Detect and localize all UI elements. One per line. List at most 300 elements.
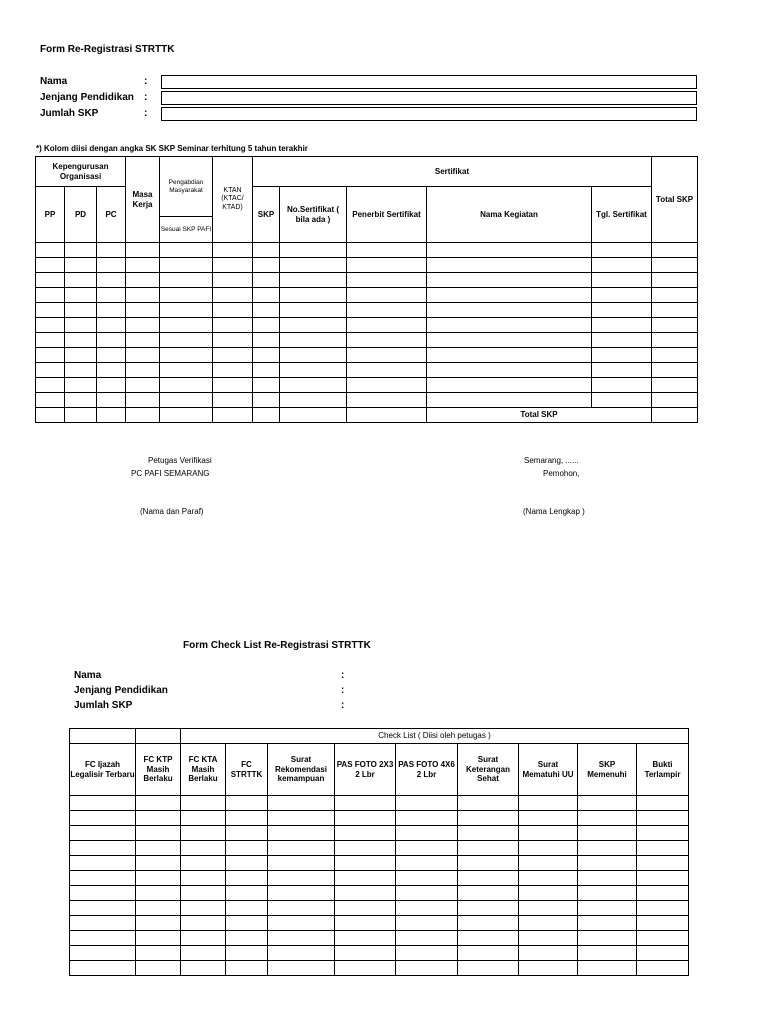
table-cell[interactable] [578,841,637,856]
table-cell[interactable] [181,856,226,871]
table-cell[interactable] [347,378,427,393]
table-cell[interactable] [458,871,519,886]
table-cell[interactable] [458,796,519,811]
table-cell[interactable] [347,318,427,333]
table-cell[interactable] [70,931,136,946]
table-cell[interactable] [280,393,347,408]
table-cell[interactable] [126,363,160,378]
form2-jenjang-colon[interactable]: : [341,685,345,696]
form1-title: Form Re-Registrasi STRTTK [40,44,175,55]
table-cell[interactable] [637,931,689,946]
table-cell[interactable] [36,243,65,258]
table-cell[interactable] [458,901,519,916]
table-cell[interactable] [637,961,689,976]
table-cell[interactable] [427,393,592,408]
table-cell[interactable] [268,856,335,871]
table-cell[interactable] [396,931,458,946]
table-cell[interactable] [160,273,213,288]
table-cell[interactable] [226,871,268,886]
table-cell[interactable] [427,288,592,303]
table-cell[interactable] [519,886,578,901]
table-cell[interactable] [458,856,519,871]
table-cell[interactable] [347,303,427,318]
pd-header: PD [65,187,97,243]
table-cell[interactable] [160,318,213,333]
table-cell[interactable] [136,886,181,901]
table-cell[interactable] [70,796,136,811]
table-cell[interactable] [65,303,97,318]
table-cell[interactable] [268,796,335,811]
table-cell[interactable] [213,288,253,303]
total-skp-header: Total SKP [652,157,698,243]
table-cell[interactable] [592,363,652,378]
no-sertifikat-header: No.Sertifikat ( bila ada ) [280,187,347,243]
table-cell[interactable] [427,318,592,333]
table-cell[interactable] [335,916,396,931]
table-cell[interactable] [126,348,160,363]
table-cell[interactable] [280,243,347,258]
col-fc-ijazah: FC Ijazah Legalisir Terbaru [70,744,136,796]
table-cell[interactable] [213,348,253,363]
form1-skp-input[interactable] [161,107,697,121]
table-cell[interactable] [458,886,519,901]
table-row [36,363,698,378]
table-cell[interactable] [652,348,698,363]
table-cell[interactable] [181,811,226,826]
table-cell[interactable] [637,856,689,871]
table-row [70,946,689,961]
table-cell[interactable] [280,288,347,303]
table-cell[interactable] [637,811,689,826]
table-cell[interactable] [226,886,268,901]
table-cell[interactable] [136,826,181,841]
table-cell[interactable] [652,378,698,393]
table-cell[interactable] [226,856,268,871]
table-cell[interactable] [136,871,181,886]
table-cell[interactable] [160,363,213,378]
table-cell[interactable] [396,886,458,901]
table-cell[interactable] [253,288,280,303]
table-cell[interactable] [36,303,65,318]
table-cell[interactable] [136,841,181,856]
table-cell[interactable] [253,273,280,288]
table-cell[interactable] [70,871,136,886]
table-cell[interactable] [458,841,519,856]
table-cell[interactable] [226,901,268,916]
table-cell[interactable] [652,363,698,378]
table-cell[interactable] [213,243,253,258]
table-cell[interactable] [70,856,136,871]
table-cell[interactable] [160,288,213,303]
table-cell[interactable] [226,811,268,826]
table-cell[interactable] [253,393,280,408]
table-cell[interactable] [213,378,253,393]
table-cell[interactable] [181,916,226,931]
table-cell[interactable] [65,243,97,258]
table-cell[interactable] [226,841,268,856]
table-cell[interactable] [136,916,181,931]
table-cell[interactable] [592,258,652,273]
table-cell[interactable] [136,811,181,826]
table-cell[interactable] [396,901,458,916]
table-cell[interactable] [268,916,335,931]
table-cell[interactable] [652,318,698,333]
table-cell[interactable] [335,886,396,901]
col-fc-kta: FC KTA Masih Berlaku [181,744,226,796]
table-cell[interactable] [36,333,65,348]
table-cell[interactable] [347,273,427,288]
table-cell[interactable] [226,916,268,931]
table-cell[interactable] [652,243,698,258]
table-row [36,303,698,318]
table-cell[interactable] [519,901,578,916]
table-cell[interactable] [578,826,637,841]
table-cell[interactable] [519,811,578,826]
table-cell[interactable] [226,961,268,976]
table-cell[interactable] [226,826,268,841]
table-cell[interactable] [97,288,126,303]
table-cell[interactable] [136,961,181,976]
table-cell[interactable] [213,363,253,378]
table-cell[interactable] [396,796,458,811]
table-cell[interactable] [335,871,396,886]
table-cell[interactable] [70,886,136,901]
table-cell[interactable] [181,901,226,916]
table-cell[interactable] [253,258,280,273]
table-cell[interactable] [578,946,637,961]
table-cell[interactable] [136,946,181,961]
table-cell[interactable] [126,333,160,348]
table-cell[interactable] [652,393,698,408]
table-cell[interactable] [347,333,427,348]
table-cell[interactable] [280,318,347,333]
table-cell[interactable] [160,378,213,393]
table-cell[interactable] [253,363,280,378]
table-cell[interactable] [97,303,126,318]
table-cell[interactable] [427,303,592,318]
form1-skp-label: Jumlah SKP [40,108,99,119]
table-cell[interactable] [396,946,458,961]
table-cell[interactable] [396,826,458,841]
table-cell[interactable] [578,871,637,886]
table-cell[interactable] [637,886,689,901]
table-cell[interactable] [347,258,427,273]
table-cell[interactable] [97,378,126,393]
total-skp-cell[interactable] [652,408,698,423]
table-cell[interactable] [36,318,65,333]
table-cell[interactable] [592,303,652,318]
table-cell[interactable] [65,333,97,348]
table-cell[interactable] [519,916,578,931]
table-cell[interactable] [97,333,126,348]
table-cell[interactable] [70,916,136,931]
table-cell[interactable] [335,931,396,946]
table-cell[interactable] [65,393,97,408]
table-cell[interactable] [268,841,335,856]
table-cell[interactable] [519,961,578,976]
table-cell[interactable] [253,378,280,393]
table-cell[interactable] [36,348,65,363]
table-cell[interactable] [427,378,592,393]
table-row [36,333,698,348]
table-cell[interactable] [396,961,458,976]
form1-nama-input[interactable] [161,75,697,89]
col-pas-foto-2x3: PAS FOTO 2X3 2 Lbr [335,744,396,796]
col-surat-sehat: Surat Keterangan Sehat [458,744,519,796]
table-cell[interactable] [160,348,213,363]
table-cell[interactable] [637,826,689,841]
table-cell[interactable] [136,796,181,811]
table-cell[interactable] [280,273,347,288]
table-cell[interactable] [253,303,280,318]
table-cell[interactable] [335,946,396,961]
table-cell[interactable] [160,303,213,318]
table-cell[interactable] [396,811,458,826]
table-cell[interactable] [65,318,97,333]
table-cell[interactable] [335,796,396,811]
table-cell[interactable] [335,841,396,856]
table-cell[interactable] [592,378,652,393]
table-cell[interactable] [280,258,347,273]
table-cell[interactable] [280,348,347,363]
table-cell[interactable] [652,333,698,348]
table-cell[interactable] [126,393,160,408]
table-cell[interactable] [578,856,637,871]
table-cell[interactable] [226,946,268,961]
table-row [36,318,698,333]
table-cell[interactable] [160,243,213,258]
table-cell[interactable] [36,363,65,378]
table-cell[interactable] [97,273,126,288]
table-cell[interactable] [181,841,226,856]
table-cell[interactable] [578,931,637,946]
col-fc-strttk: FC STRTTK [226,744,268,796]
table-cell[interactable] [578,961,637,976]
table-cell[interactable] [458,931,519,946]
table-cell[interactable] [280,333,347,348]
table-cell[interactable] [65,363,97,378]
table-cell[interactable] [458,811,519,826]
table-cell[interactable] [36,258,65,273]
table-cell[interactable] [70,961,136,976]
form1-jenjang-label: Jenjang Pendidikan [40,92,134,103]
table-cell[interactable] [335,901,396,916]
table-row [70,871,689,886]
table-cell[interactable] [592,393,652,408]
table-cell[interactable] [160,393,213,408]
table-cell[interactable] [427,258,592,273]
table-cell[interactable] [181,796,226,811]
table-cell[interactable] [280,303,347,318]
table-cell[interactable] [213,303,253,318]
table-cell[interactable] [347,243,427,258]
table-cell[interactable] [592,348,652,363]
table-cell[interactable] [578,886,637,901]
table-cell[interactable] [519,841,578,856]
table-cell[interactable] [181,871,226,886]
table-cell[interactable] [97,348,126,363]
table-row [36,348,698,363]
table-row [70,901,689,916]
table-cell[interactable] [126,318,160,333]
table-cell[interactable] [427,333,592,348]
table-cell[interactable] [637,916,689,931]
table-cell[interactable] [126,378,160,393]
table-cell[interactable] [181,826,226,841]
table-cell[interactable] [592,243,652,258]
table-row [70,796,689,811]
table-cell[interactable] [65,273,97,288]
table-cell[interactable] [347,393,427,408]
form2-skp-colon[interactable]: : [341,700,345,711]
table-cell[interactable] [97,258,126,273]
table-cell[interactable] [578,796,637,811]
table-cell[interactable] [335,856,396,871]
table-cell[interactable] [578,811,637,826]
table-cell[interactable] [213,333,253,348]
table-cell[interactable] [268,886,335,901]
table-cell[interactable] [458,961,519,976]
table-cell[interactable] [519,871,578,886]
table-cell[interactable] [347,348,427,363]
table-cell[interactable] [578,916,637,931]
table-cell[interactable] [213,393,253,408]
table-cell[interactable] [280,363,347,378]
table-cell[interactable] [126,288,160,303]
table-cell[interactable] [213,258,253,273]
nama-lengkap-label: (Nama Lengkap ) [523,507,585,516]
table-cell[interactable] [592,273,652,288]
table-cell[interactable] [427,363,592,378]
table-cell[interactable] [347,288,427,303]
table-cell[interactable] [70,946,136,961]
table-cell[interactable] [36,393,65,408]
table-cell[interactable] [578,901,637,916]
table-cell[interactable] [637,946,689,961]
table-cell[interactable] [70,811,136,826]
table-cell[interactable] [427,348,592,363]
table-cell[interactable] [268,811,335,826]
table-cell[interactable] [335,961,396,976]
table-cell[interactable] [652,303,698,318]
table-cell[interactable] [396,871,458,886]
table-cell[interactable] [268,961,335,976]
table-cell[interactable] [268,946,335,961]
table-cell[interactable] [65,288,97,303]
table-cell[interactable] [226,931,268,946]
table-cell[interactable] [181,946,226,961]
table-cell[interactable] [126,258,160,273]
table-cell[interactable] [335,811,396,826]
table-cell[interactable] [97,363,126,378]
table-cell[interactable] [136,931,181,946]
table-cell[interactable] [637,901,689,916]
table-cell[interactable] [253,243,280,258]
table-cell[interactable] [592,318,652,333]
table-cell[interactable] [458,946,519,961]
table-cell[interactable] [427,243,592,258]
table-cell[interactable] [36,273,65,288]
table-cell[interactable] [70,826,136,841]
table-cell[interactable] [181,886,226,901]
table-cell[interactable] [126,303,160,318]
table-cell[interactable] [396,856,458,871]
table-cell[interactable] [70,901,136,916]
pp-header: PP [36,187,65,243]
table-cell[interactable] [253,318,280,333]
table-cell[interactable] [458,826,519,841]
table-cell[interactable] [226,796,268,811]
nama-paraf-label: (Nama dan Paraf) [140,507,204,516]
form2-nama-colon[interactable]: : [341,670,345,681]
table-cell[interactable] [396,841,458,856]
table-cell[interactable] [519,946,578,961]
table-cell[interactable] [160,258,213,273]
table-cell[interactable] [335,826,396,841]
form1-nama-label: Nama [40,76,68,87]
table-cell[interactable] [637,796,689,811]
table-cell[interactable] [65,258,97,273]
pengabdian-header: Pengabdian Masyarakat [160,157,213,217]
table-cell[interactable] [213,318,253,333]
table-cell[interactable] [519,931,578,946]
table-cell[interactable] [519,796,578,811]
table-cell[interactable] [652,288,698,303]
col-pas-foto-4x6: PAS FOTO 4X6 2 Lbr [396,744,458,796]
table-cell[interactable] [136,856,181,871]
semarang-date: Semarang, ...... [524,456,579,465]
table-cell[interactable] [519,826,578,841]
table-cell[interactable] [592,288,652,303]
table-cell[interactable] [592,333,652,348]
table-cell[interactable] [65,348,97,363]
table-cell[interactable] [97,393,126,408]
total-skp-row-label: Total SKP [427,408,652,423]
table-cell[interactable] [268,901,335,916]
table-cell[interactable] [637,841,689,856]
table-cell[interactable] [280,378,347,393]
table-cell[interactable] [136,901,181,916]
table-cell[interactable] [253,333,280,348]
table-cell[interactable] [637,871,689,886]
table-cell[interactable] [160,333,213,348]
table-cell[interactable] [36,378,65,393]
form1-jenjang-input[interactable] [161,91,697,105]
table-cell[interactable] [213,273,253,288]
table-cell[interactable] [652,273,698,288]
table-cell[interactable] [36,288,65,303]
table-cell[interactable] [458,916,519,931]
table-cell[interactable] [652,258,698,273]
form1-nama-colon: : [144,76,148,87]
table-cell[interactable] [181,931,226,946]
table-cell[interactable] [65,378,97,393]
table-cell[interactable] [268,931,335,946]
table-cell[interactable] [70,841,136,856]
table-cell[interactable] [268,871,335,886]
table-cell[interactable] [181,961,226,976]
table-cell[interactable] [97,243,126,258]
table-cell[interactable] [347,363,427,378]
table-cell[interactable] [427,273,592,288]
table-cell[interactable] [268,826,335,841]
table-cell[interactable] [253,348,280,363]
table-cell[interactable] [396,916,458,931]
table-cell[interactable] [519,856,578,871]
table-cell[interactable] [97,318,126,333]
table-cell[interactable] [126,273,160,288]
table-cell[interactable] [126,243,160,258]
